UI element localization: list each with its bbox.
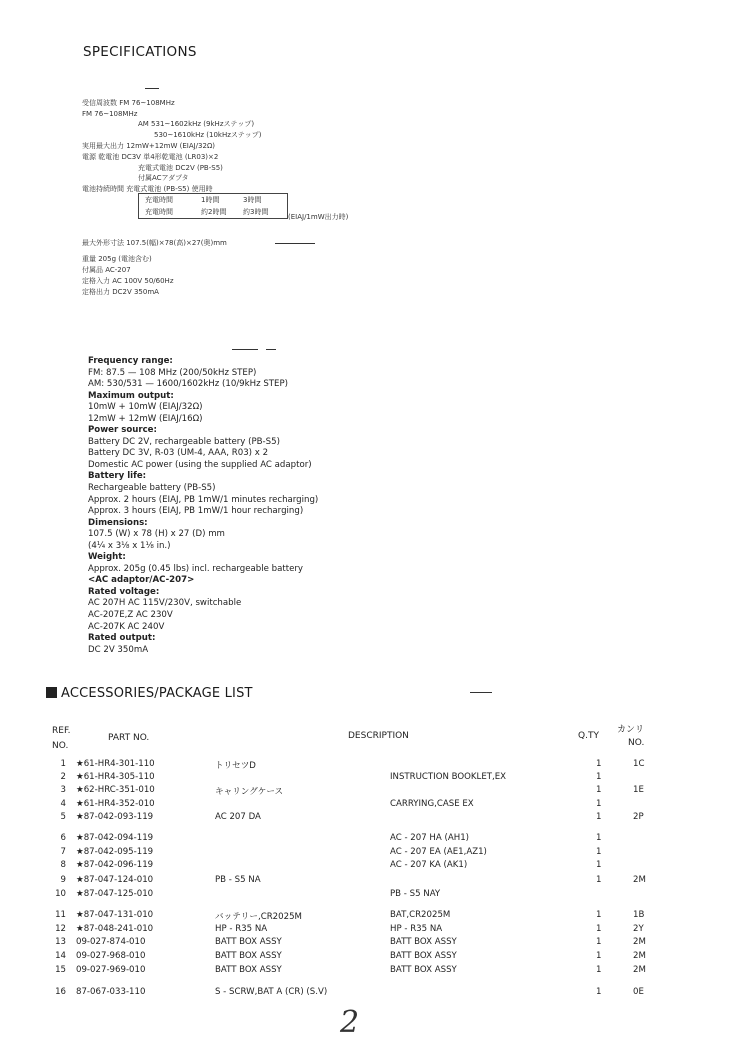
japanese-spec-line: 実用最大出力 12mW+12mW (EIAJ/32Ω) <box>82 142 216 150</box>
kanri-no-cell: 2M <box>633 951 646 961</box>
table-row <box>0 772 745 783</box>
ref-no-cell: 5 <box>60 812 66 822</box>
description-cell: INSTRUCTION BOOKLET,EX <box>390 772 507 782</box>
spec-heading: Power source: <box>88 425 157 436</box>
table-row <box>0 812 745 823</box>
qty-cell: 1 <box>596 860 602 870</box>
spec-heading: Weight: <box>88 552 126 563</box>
japanese-spec-line: 定格出力 DC2V 350mA <box>82 288 159 296</box>
ref-no-cell: 16 <box>55 987 66 997</box>
part-no-cell: 09-027-968-010 <box>76 951 146 961</box>
ref-no-cell: 9 <box>60 875 66 885</box>
ref-no-cell: 11 <box>55 910 66 920</box>
qty-cell: 1 <box>596 910 602 920</box>
japanese-spec-line: 充電式電池 DC2V (PB-S5) <box>138 164 223 172</box>
section-mark-icon <box>46 687 57 698</box>
ref-no-cell: 10 <box>55 889 66 899</box>
part-no-cell: ★87-042-094-119 <box>76 833 154 843</box>
jp-description-cell: トリセツD <box>215 761 256 771</box>
english-specs <box>88 356 318 656</box>
ref-no-cell: 15 <box>55 965 66 975</box>
battery-table-cell: 約3時間 <box>243 208 269 216</box>
qty-cell: 1 <box>596 833 602 843</box>
battery-table-note: (EIAJ/1mW出力時) <box>288 213 349 221</box>
kanri-no-cell: 1E <box>633 785 644 795</box>
header-description: DESCRIPTION <box>348 731 409 741</box>
japanese-spec-line: 重量 205g (電池含む) <box>82 255 152 263</box>
spec-line: Approx. 2 hours (EIAJ, PB 1mW/1 minutes recharging) <box>88 494 319 505</box>
table-row <box>0 875 745 886</box>
battery-table <box>138 193 288 219</box>
table-row <box>0 924 745 935</box>
jp-description-cell: HP - R35 NA <box>215 924 268 934</box>
divider-en-2 <box>266 349 276 350</box>
specifications-title: SPECIFICATIONS <box>83 44 197 60</box>
battery-table-cell: 3時間 <box>243 196 262 204</box>
spec-heading: Rated voltage: <box>88 586 160 597</box>
kanri-no-cell: 2P <box>633 812 644 822</box>
part-no-cell: ★87-047-125-010 <box>76 889 154 899</box>
description-cell: AC - 207 EA (AE1,AZ1) <box>390 847 487 857</box>
accessories-title-text: ACCESSORIES/PACKAGE LIST <box>61 686 253 701</box>
spec-line: AC-207E,Z AC 230V <box>88 610 173 621</box>
kanri-no-cell: 2M <box>633 965 646 975</box>
qty-cell: 1 <box>596 799 602 809</box>
ref-no-cell: 2 <box>60 772 66 782</box>
japanese-spec-line: 530~1610kHz (10kHzステップ) <box>154 131 262 139</box>
qty-cell: 1 <box>596 924 602 934</box>
description-cell: BATT BOX ASSY <box>390 965 457 975</box>
header-kanri-1: カンリ <box>617 725 645 735</box>
jp-description-cell: BATT BOX ASSY <box>215 951 282 961</box>
jp-description-cell: BATT BOX ASSY <box>215 937 282 947</box>
spec-heading: <AC adaptor/AC-207> <box>88 575 195 586</box>
jp-description-cell: PB - S5 NA <box>215 875 261 885</box>
spec-line: AM: 530/531 — 1600/1602kHz (10/9kHz STEP) <box>88 379 288 390</box>
spec-line: Approx. 3 hours (EIAJ, PB 1mW/1 hour recharging) <box>88 506 304 517</box>
description-cell: BATT BOX ASSY <box>390 951 457 961</box>
table-row <box>0 965 745 976</box>
spec-line: Battery DC 3V, R-03 (UM-4, AAA, R03) x 2 <box>88 448 269 459</box>
header-kanri-2: NO. <box>628 738 645 748</box>
part-no-cell: ★87-047-131-010 <box>76 910 154 920</box>
part-no-cell: 09-027-874-010 <box>76 937 146 947</box>
divider-short <box>145 88 159 89</box>
part-no-cell: ★87-042-096-119 <box>76 860 154 870</box>
spec-line: 107.5 (W) x 78 (H) x 27 (D) mm <box>88 529 225 540</box>
spec-heading: Rated output: <box>88 633 156 644</box>
part-no-cell: ★87-042-095-119 <box>76 847 154 857</box>
spec-line: AC 207H AC 115V/230V, switchable <box>88 598 242 609</box>
qty-cell: 1 <box>596 875 602 885</box>
spec-heading: Dimensions: <box>88 517 148 528</box>
ref-no-cell: 13 <box>55 937 66 947</box>
spec-line: FM: 87.5 — 108 MHz (200/50kHz STEP) <box>88 367 257 378</box>
qty-cell: 1 <box>596 847 602 857</box>
japanese-spec-line: FM 76~108MHz <box>82 110 138 118</box>
table-row <box>0 951 745 962</box>
kanri-no-cell: 1B <box>633 910 645 920</box>
jp-description-cell: AC 207 DA <box>215 812 261 822</box>
qty-cell: 1 <box>596 937 602 947</box>
qty-cell: 1 <box>596 785 602 795</box>
japanese-spec-line: 受信周波数 FM 76~108MHz <box>82 99 175 107</box>
table-row <box>0 759 745 770</box>
table-row <box>0 833 745 844</box>
part-no-cell: ★61-HR4-352-010 <box>76 799 155 809</box>
japanese-spec-line: 付属ACアダプタ <box>138 174 189 182</box>
accessories-title <box>46 686 253 701</box>
description-cell: PB - S5 NAY <box>390 889 441 899</box>
spec-heading: Battery life: <box>88 471 147 482</box>
table-row <box>0 937 745 948</box>
ref-no-cell: 4 <box>60 799 66 809</box>
part-no-cell: ★87-042-093-119 <box>76 812 154 822</box>
ref-no-cell: 1 <box>60 759 66 769</box>
part-no-cell: 09-027-969-010 <box>76 965 146 975</box>
ref-no-cell: 14 <box>55 951 66 961</box>
table-row <box>0 799 745 810</box>
table-row <box>0 860 745 871</box>
table-row <box>0 910 745 921</box>
japanese-spec-line: 付属品 AC-207 <box>82 266 131 274</box>
header-ref-1: REF. <box>52 726 71 736</box>
spec-line: 12mW + 12mW (EIAJ/16Ω) <box>88 413 203 424</box>
kanri-no-cell: 2M <box>633 937 646 947</box>
jp-description-cell: バッテリー,CR2025M <box>215 912 302 922</box>
spec-line: 10mW + 10mW (EIAJ/32Ω) <box>88 402 203 413</box>
ref-no-cell: 7 <box>60 847 66 857</box>
header-part: PART NO. <box>108 733 150 743</box>
qty-cell: 1 <box>596 759 602 769</box>
part-no-cell: ★87-047-124-010 <box>76 875 154 885</box>
part-no-cell: ★87-048-241-010 <box>76 924 154 934</box>
divider-acc <box>470 692 492 693</box>
description-cell: CARRYING,CASE EX <box>390 799 474 809</box>
description-cell: AC - 207 HA (AH1) <box>390 833 470 843</box>
table-row <box>0 785 745 796</box>
divider-jp <box>275 243 315 244</box>
table-row <box>0 847 745 858</box>
header-qty: Q.TY <box>578 731 599 741</box>
spec-line: Battery DC 2V, rechargeable battery (PB-S5) <box>88 436 280 447</box>
japanese-spec-line: 電池持続時間 充電式電池 (PB-S5) 使用時 <box>82 185 213 193</box>
page-number: 2 <box>340 1005 360 1040</box>
kanri-no-cell: 0E <box>633 987 644 997</box>
ref-no-cell: 6 <box>60 833 66 843</box>
divider-en <box>232 349 258 350</box>
part-no-cell: ★62-HRC-351-010 <box>76 785 155 795</box>
table-row <box>0 889 745 900</box>
description-cell: AC - 207 KA (AK1) <box>390 860 468 870</box>
kanri-no-cell: 2M <box>633 875 646 885</box>
description-cell: BATT BOX ASSY <box>390 937 457 947</box>
ref-no-cell: 3 <box>60 785 66 795</box>
qty-cell: 1 <box>596 812 602 822</box>
qty-cell: 1 <box>596 987 602 997</box>
spec-line: AC-207K AC 240V <box>88 621 165 632</box>
spec-line: DC 2V 350mA <box>88 644 149 655</box>
description-cell: HP - R35 NA <box>390 924 443 934</box>
ref-no-cell: 8 <box>60 860 66 870</box>
spec-heading: Frequency range: <box>88 356 173 366</box>
qty-cell: 1 <box>596 772 602 782</box>
jp-description-cell: BATT BOX ASSY <box>215 965 282 975</box>
battery-table-cell: 充電時間 <box>145 208 173 216</box>
battery-table-cell: 充電時間 <box>145 196 173 204</box>
part-no-cell: ★61-HR4-301-110 <box>76 759 155 769</box>
japanese-spec-line: 最大外形寸法 107.5(幅)×78(高)×27(奥)mm <box>82 239 227 247</box>
japanese-spec-line: 電源 乾電池 DC3V 単4形乾電池 (LR03)×2 <box>82 153 219 161</box>
japanese-spec-line: 定格入力 AC 100V 50/60Hz <box>82 277 174 285</box>
japanese-spec-line: AM 531~1602kHz (9kHzステップ) <box>138 120 255 128</box>
part-no-cell: ★61-HR4-305-110 <box>76 772 155 782</box>
table-row <box>0 987 745 998</box>
battery-table-cell: 約2時間 <box>201 208 227 216</box>
description-cell: BAT,CR2025M <box>390 910 451 920</box>
spec-line: Rechargeable battery (PB-S5) <box>88 483 216 494</box>
kanri-no-cell: 2Y <box>633 924 644 934</box>
spec-line: Domestic AC power (using the supplied AC adaptor) <box>88 459 312 470</box>
jp-description-cell: キャリングケース <box>215 787 284 797</box>
header-ref-2: NO. <box>52 741 69 751</box>
ref-no-cell: 12 <box>55 924 66 934</box>
spec-heading: Maximum output: <box>88 390 174 401</box>
kanri-no-cell: 1C <box>633 759 645 769</box>
jp-description-cell: S - SCRW,BAT A (CR) (S.V) <box>215 987 328 997</box>
spec-line: (4¼ x 3⅛ x 1⅛ in.) <box>88 540 171 551</box>
part-no-cell: 87-067-033-110 <box>76 987 146 997</box>
qty-cell: 1 <box>596 965 602 975</box>
spec-line: Approx. 205g (0.45 lbs) incl. rechargeable battery <box>88 563 303 574</box>
battery-table-cell: 1時間 <box>201 196 220 204</box>
qty-cell: 1 <box>596 951 602 961</box>
